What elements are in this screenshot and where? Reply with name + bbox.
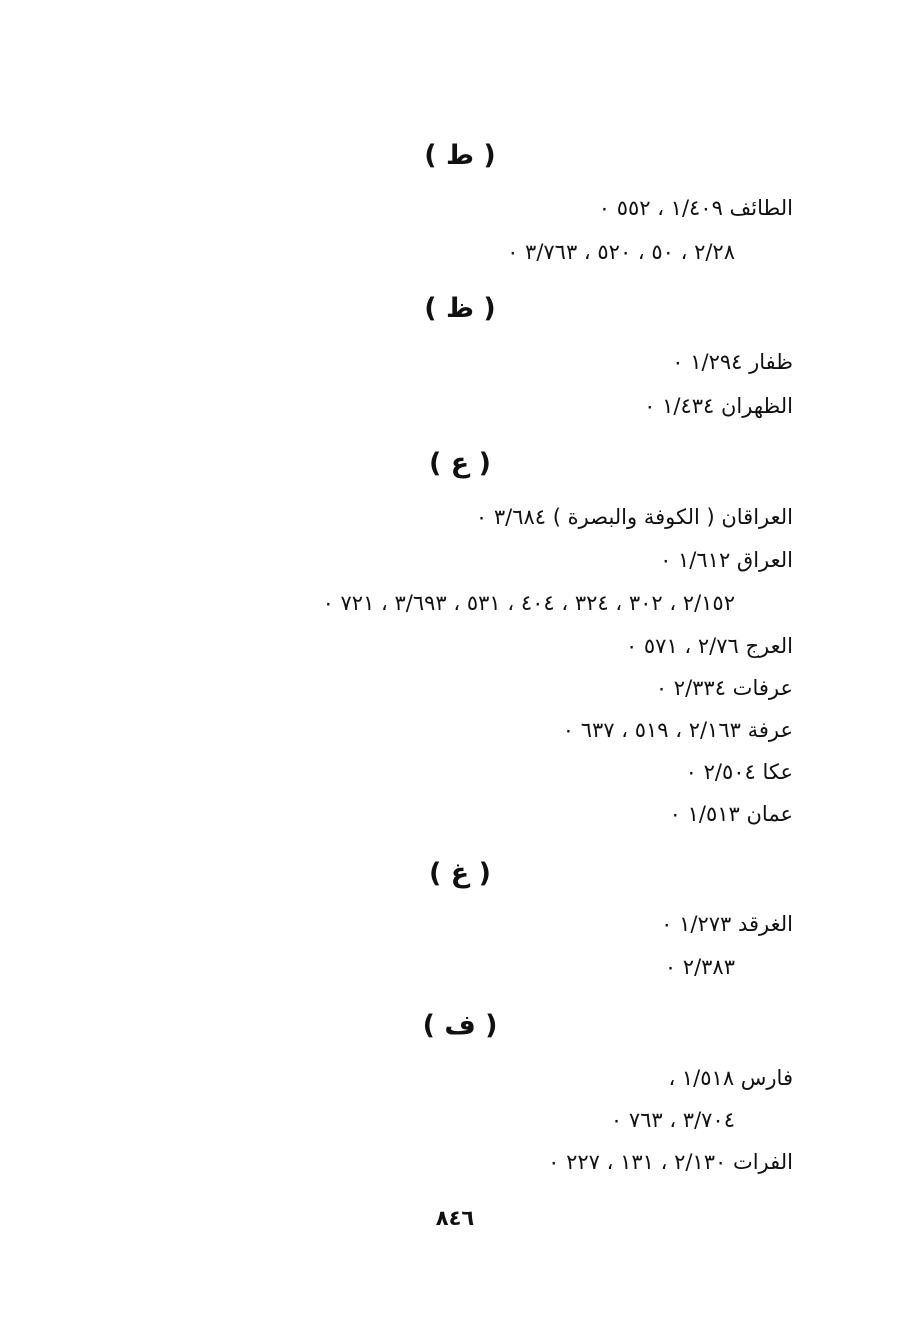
index-entry-gharqad: الغرقد ١/٢٧٣ ٠: [661, 912, 793, 936]
index-entry-akka: عكا ٢/٥٠٤ ٠: [685, 760, 793, 784]
index-entry-iraqan: العراقان ( الكوفة والبصرة ) ٣/٦٨٤ ٠: [475, 505, 793, 529]
section-heading-faa: ( ف ): [422, 1010, 498, 1041]
index-entry-continuation: ٢/٣٨٣ ٠: [664, 955, 735, 979]
section-heading-taa: ( ط ): [424, 140, 496, 171]
index-entry-arj: العرج ٢/٧٦ ، ٥٧١ ٠: [625, 634, 793, 658]
index-entry-arafat: عرفات ٢/٣٣٤ ٠: [655, 676, 793, 700]
index-entry-continuation: ٢/٢٨ ، ٥٠ ، ٥٢٠ ، ٣/٧٦٣ ٠: [507, 240, 735, 264]
section-heading-ghain: ( غ ): [429, 858, 491, 889]
index-entry-continuation: ٢/١٥٢ ، ٣٠٢ ، ٣٢٤ ، ٤٠٤ ، ٥٣١ ، ٣/٦٩٣ ، ٧٢١ ٠: [322, 591, 735, 615]
index-entry-iraq: العراق ١/٦١٢ ٠: [660, 548, 793, 572]
index-entry-furat: الفرات ٢/١٣٠ ، ١٣١ ، ٢٢٧ ٠: [548, 1150, 793, 1174]
index-entry-faris: فارس ١/٥١٨ ،: [668, 1066, 793, 1090]
page-number: ٨٤٦: [435, 1206, 475, 1230]
index-entry-zafar: ظفار ١/٢٩٤ ٠: [672, 350, 793, 374]
index-entry-oman: عمان ١/٥١٣ ٠: [669, 802, 793, 826]
section-heading-ain: ( ع ): [429, 448, 491, 479]
section-heading-zaa: ( ظ ): [424, 293, 496, 324]
index-entry-zahran: الظهران ١/٤٣٤ ٠: [644, 394, 793, 418]
index-entry-taif: الطائف ١/٤٠٩ ، ٥٥٢ ٠: [598, 196, 793, 220]
index-entry-arafa: عرفة ٢/١٦٣ ، ٥١٩ ، ٦٣٧ ٠: [562, 718, 793, 742]
index-entry-continuation: ٣/٧٠٤ ، ٧٦٣ ٠: [610, 1108, 735, 1132]
